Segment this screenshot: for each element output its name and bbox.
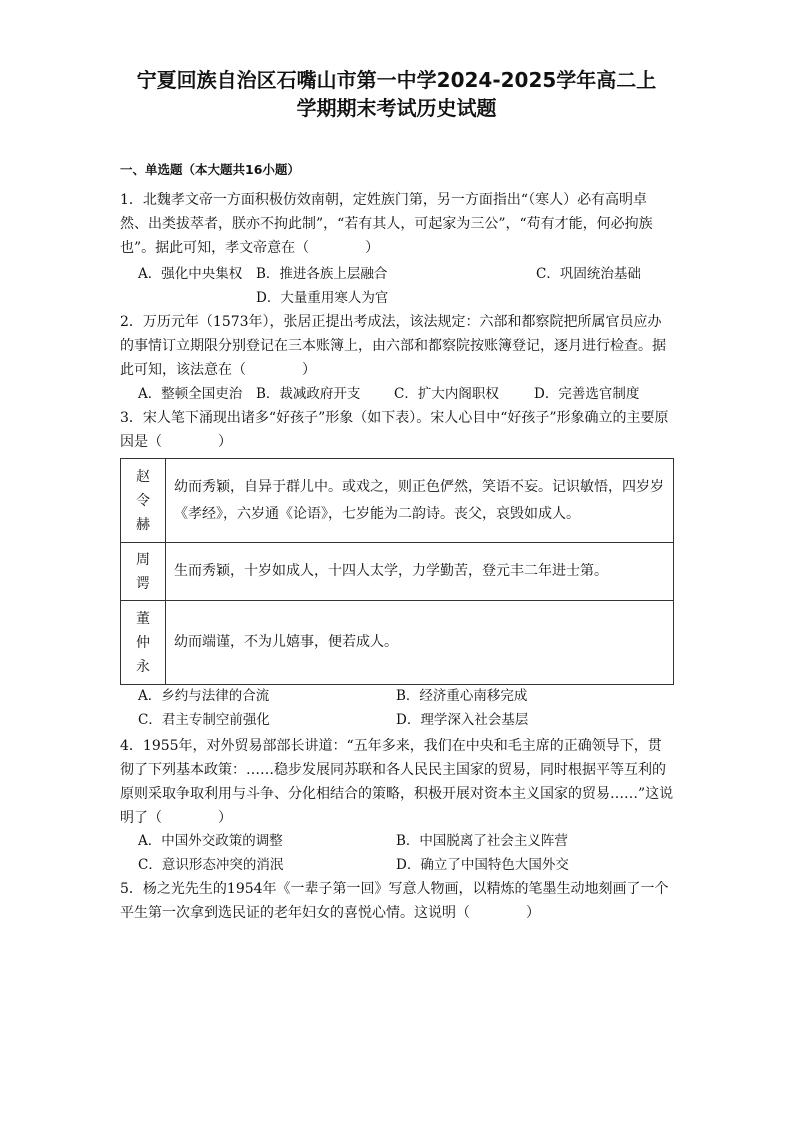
option-d[interactable]: D．完善选官制度 (534, 386, 640, 402)
option-b[interactable]: B．中国脱离了社会主义阵营 (396, 833, 568, 849)
question-2-stem: 2．万历元年（1573年），张居正提出考成法，该法规定：六部和都察院把所属官员应办的事情订立期限分别登记在三本账簿上，由六部和都察院按账簿登记，逐月进行检查。据此可知，该法意在（ ） (120, 314, 666, 378)
question-3 (120, 406, 675, 454)
person-name: 周 谔 (121, 543, 166, 601)
table-row (121, 543, 674, 601)
exam-title (100, 66, 693, 122)
person-description: 幼而端谨，不为儿嬉事，便若成人。 (166, 601, 674, 685)
option-a[interactable]: A．乡约与法律的合流 (138, 688, 270, 704)
title-line-1: 宁夏回族自治区石嘴山市第一中学2024-2025学年高二上 (136, 68, 657, 92)
option-b[interactable]: B．经济重心南移完成 (396, 688, 528, 704)
question-4-stem: 4．1955年，对外贸易部部长讲道：“五年多来，我们在中央和毛主席的正确领导下，贯彻了下列基本政策：……稳步发展同苏联和各人民民主国家的贸易，同时根据平等互利的原则采取争取利用与斗争、分化相结合的策略，积极开展对资本主义国家的贸易……”这说明了（ ） (120, 738, 674, 826)
option-b[interactable]: B．推进各族上层融合 (256, 266, 388, 282)
option-c[interactable]: C．君主专制空前强化 (138, 712, 270, 728)
section-heading: 一、单选题（本大题共16小题） (120, 162, 300, 177)
option-a[interactable]: A．整顿全国吏治 (138, 386, 243, 402)
table-row (121, 459, 674, 543)
question-5-stem: 5．杨之光先生的1954年《一辈子第一回》写意人物画，以精炼的笔墨生动地刻画了一个平生第一次拿到选民证的老年妇女的喜悦心情。这说明（ ） (120, 881, 669, 921)
person-description: 生而秀颖，十岁如成人，十四人太学，力学勤苦，登元丰二年进士第。 (166, 543, 674, 601)
option-c[interactable]: C．意识形态冲突的消泯 (138, 857, 284, 873)
question-3-stem: 3．宋人笔下涌现出诸多“好孩子”形象（如下表）。宋人心目中“好孩子”形象确立的主要原因是（ ） (120, 410, 669, 450)
option-a[interactable]: A．强化中央集权 (138, 266, 243, 282)
question-1 (120, 188, 675, 260)
option-d[interactable]: D．确立了中国特色大国外交 (396, 857, 569, 873)
option-d[interactable]: D．理学深入社会基层 (396, 712, 529, 728)
question-2-options (138, 382, 678, 406)
person-name: 赵 令 赫 (121, 459, 166, 543)
person-description: 幼而秀颖，自异于群儿中。或戏之，则正色俨然，笑语不妄。记识敏悟，四岁岁《孝经》，六岁通《论语》，七岁能为二韵诗。丧父，哀毁如成人。 (166, 459, 674, 543)
option-c[interactable]: C．巩固统治基础 (536, 266, 641, 282)
title-line-2: 学期期末考试历史试题 (296, 96, 497, 120)
question-4 (120, 734, 675, 830)
question-3-options (138, 684, 678, 732)
question-2 (120, 310, 675, 382)
person-name: 董 仲 永 (121, 601, 166, 685)
option-a[interactable]: A．中国外交政策的调整 (138, 833, 283, 849)
option-d[interactable]: D．大量重用寒人为官 (256, 290, 389, 306)
option-b[interactable]: B．裁减政府开支 (256, 386, 361, 402)
question-3-table (120, 458, 674, 685)
question-4-options (138, 829, 678, 877)
option-c[interactable]: C．扩大内阁职权 (394, 386, 499, 402)
question-1-options (138, 262, 678, 310)
question-1-stem: 1．北魏孝文帝一方面积极仿效南朝，定姓族门第，另一方面指出“（寒人）必有高明卓然、出类拔萃者，朕亦不拘此制”，“若有其人，可起家为三公”，“苟有才能，何必拘族也”。据此可知，孝文帝意在（ ） (120, 192, 653, 256)
table-row (121, 601, 674, 685)
question-5 (120, 877, 675, 925)
